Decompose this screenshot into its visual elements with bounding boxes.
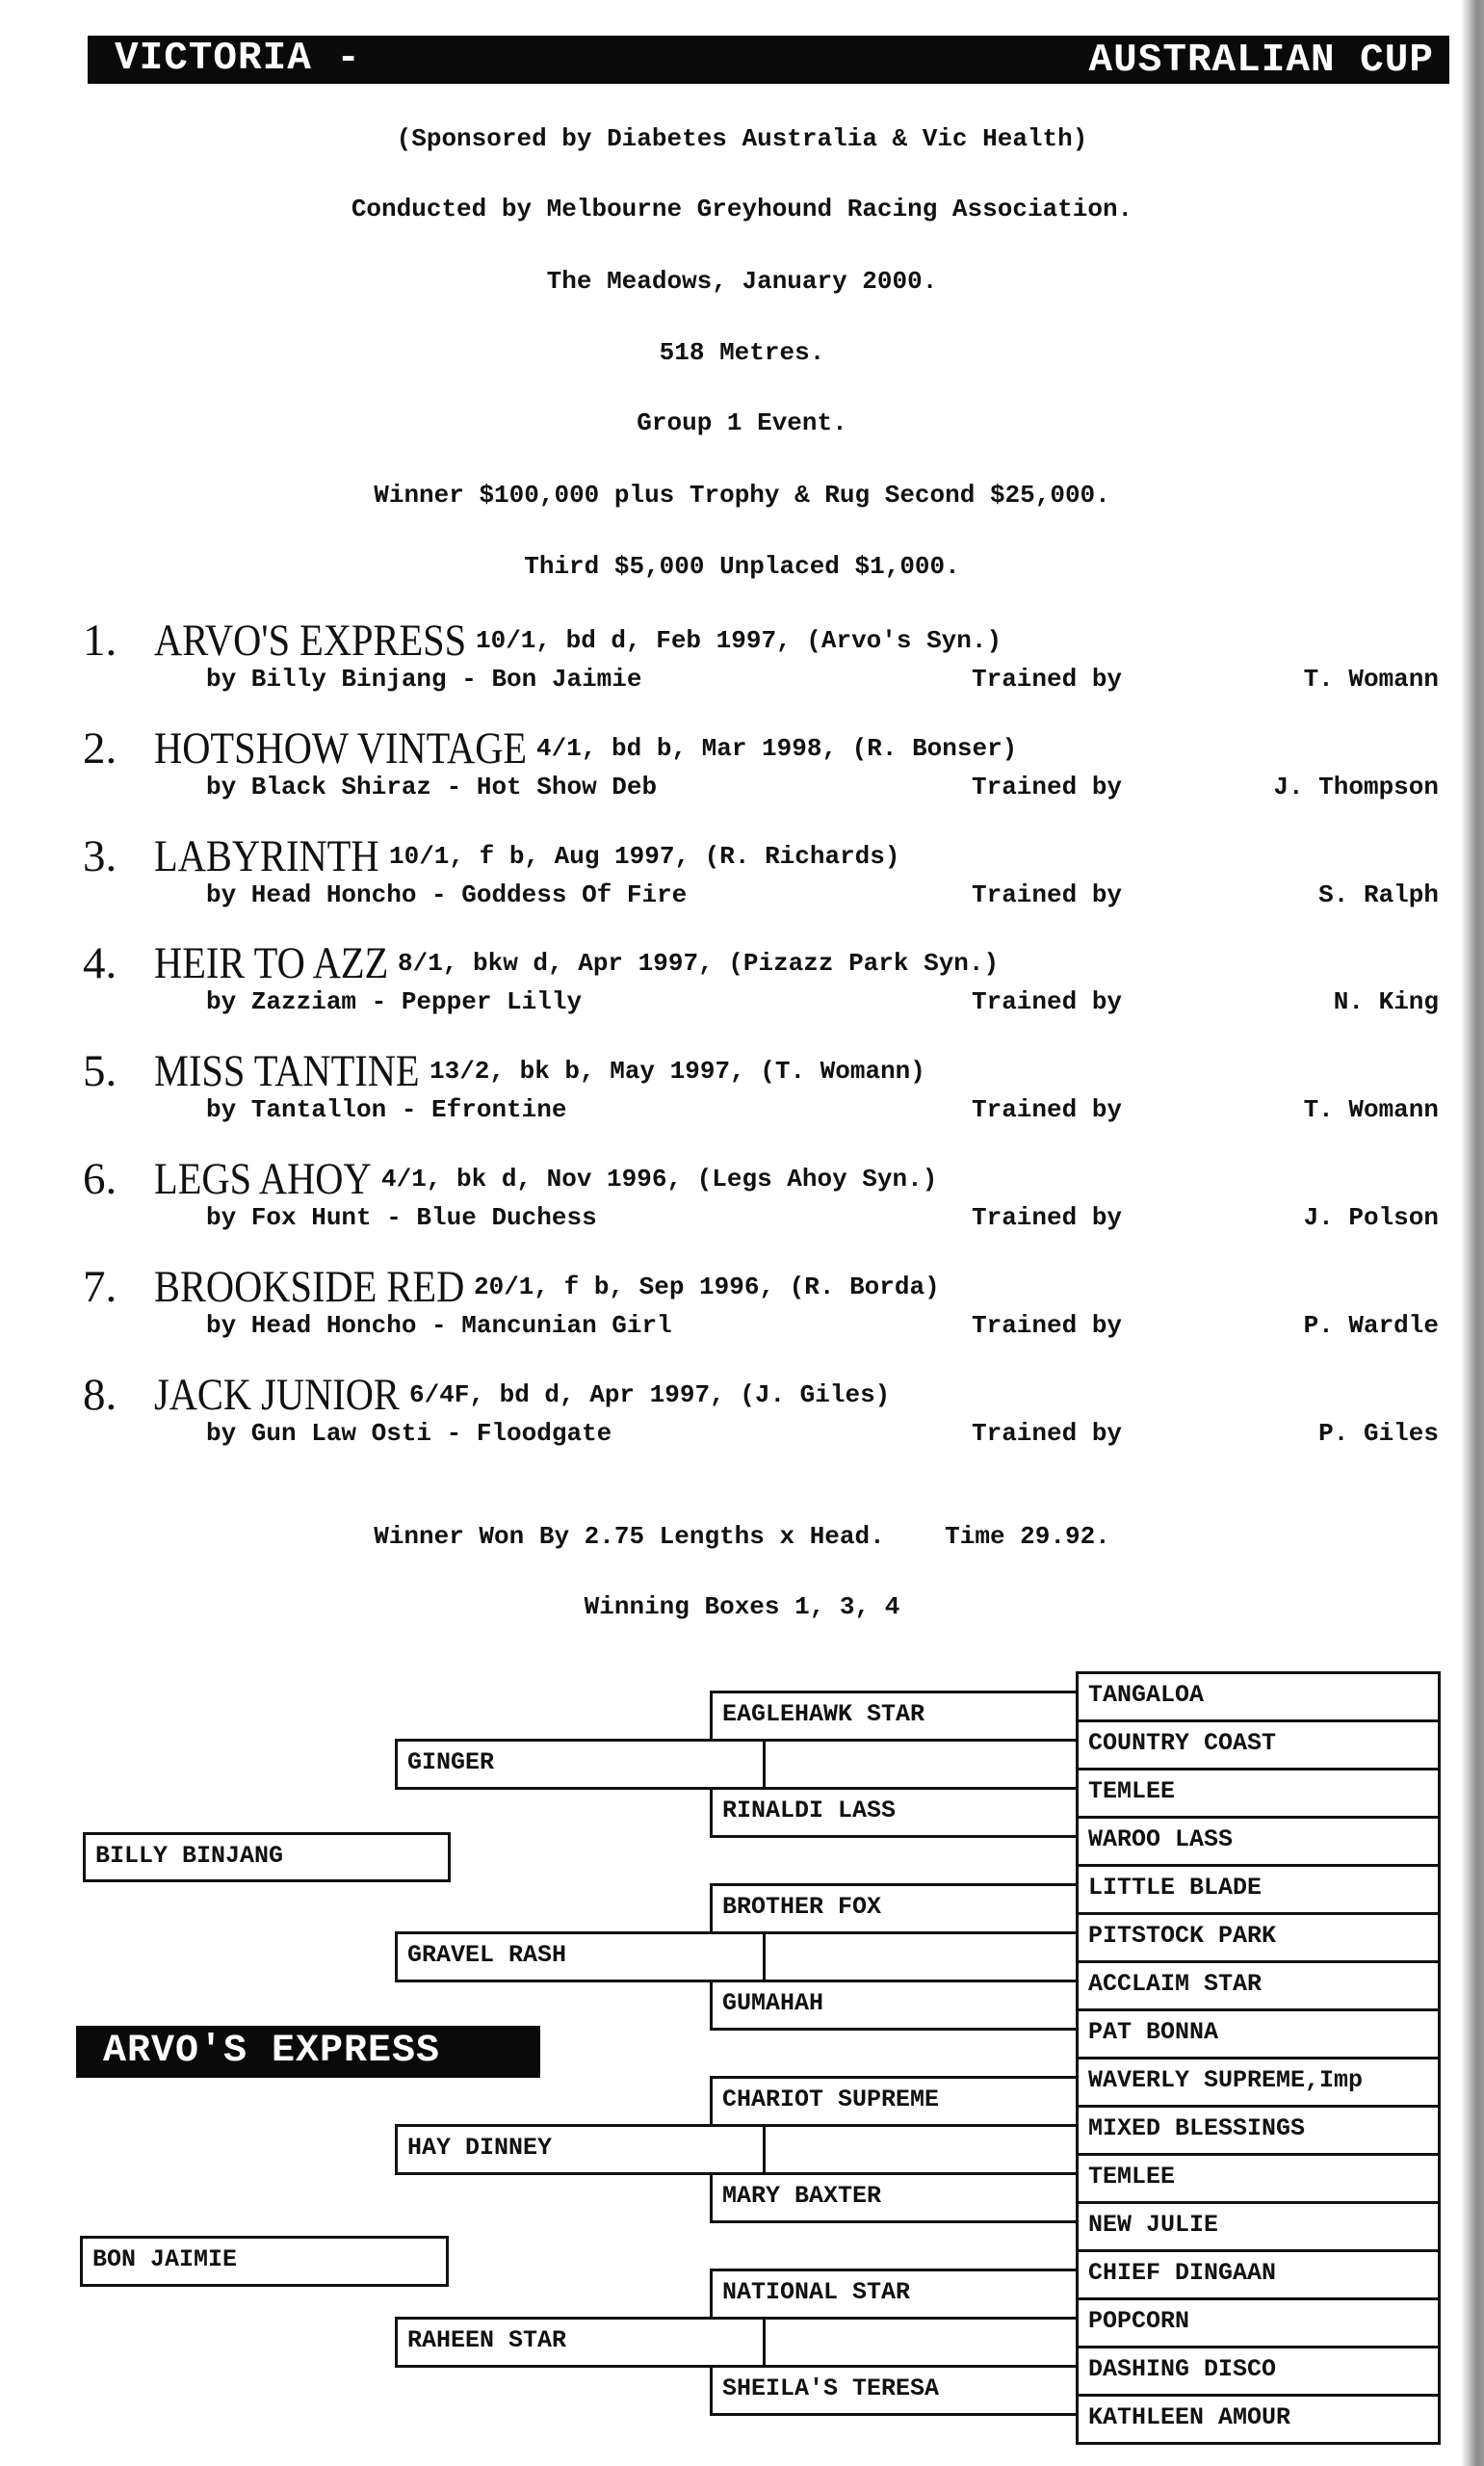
entry-details: 6/4F, bd d, Apr 1997, (J. Giles) xyxy=(409,1380,891,1409)
pedigree-great-great-grandparent: NEW JULIE xyxy=(1076,2201,1441,2252)
pedigree-great-great-grandparent: DASHING DISCO xyxy=(1076,2346,1441,2397)
entry-trained-label: Trained by xyxy=(972,773,1123,801)
pedigree-sire: BILLY BINJANG xyxy=(83,1832,451,1882)
entry-details: 8/1, bkw d, Apr 1997, (Pizazz Park Syn.) xyxy=(398,949,1000,978)
sponsor-line: (Sponsored by Diabetes Australia & Vic Health) xyxy=(396,124,1088,153)
entry-number: 4. xyxy=(83,938,117,988)
entry-horse-name: BROOKSIDE RED xyxy=(154,1262,465,1312)
entry-breeding: by Tantallon - Efrontine xyxy=(206,1095,567,1124)
pedigree-connector xyxy=(766,2124,1079,2127)
pedigree-grandparent: GINGER xyxy=(395,1739,766,1790)
entry-trained-label: Trained by xyxy=(972,1311,1123,1340)
pedigree-connector xyxy=(766,1931,1079,1934)
pedigree-great-grandparent: SHEILA'S TERESA xyxy=(710,2365,1079,2416)
entry-trained-label: Trained by xyxy=(972,1203,1123,1232)
pedigree-great-great-grandparent: POPCORN xyxy=(1076,2297,1441,2348)
pedigree-great-great-grandparent: PITSTOCK PARK xyxy=(1076,1912,1441,1963)
entry-details: 4/1, bk d, Nov 1996, (Legs Ahoy Syn.) xyxy=(381,1165,938,1194)
pedigree-great-great-grandparent: PAT BONNA xyxy=(1076,2008,1441,2059)
pedigree-great-great-grandparent: CHIEF DINGAAN xyxy=(1076,2249,1441,2300)
pedigree-connector xyxy=(766,2365,1079,2368)
entry-row xyxy=(0,724,1484,821)
pedigree-connector xyxy=(766,1739,1079,1742)
pedigree-connector xyxy=(766,1980,1079,1982)
entry-number: 7. xyxy=(83,1262,117,1312)
entry-row xyxy=(0,1047,1484,1143)
entry-trained-label: Trained by xyxy=(972,1419,1123,1448)
entry-horse-name: HOTSHOW VINTAGE xyxy=(154,723,528,774)
entry-breeding: by Zazziam - Pepper Lilly xyxy=(206,987,583,1016)
pedigree-grandparent: GRAVEL RASH xyxy=(395,1931,766,1982)
pedigree-connector xyxy=(766,1787,1079,1790)
pedigree-great-grandparent: MARY BAXTER xyxy=(710,2172,1079,2223)
entry-breeding: by Black Shiraz - Hot Show Deb xyxy=(206,773,658,801)
region-title: VICTORIA - xyxy=(115,37,362,81)
entry-horse-name: MISS TANTINE xyxy=(154,1046,420,1096)
pedigree-subject: ARVO'S EXPRESS xyxy=(76,2026,540,2078)
pedigree-great-great-grandparent: ACCLAIM STAR xyxy=(1076,1960,1441,2011)
winning-boxes-line: Winning Boxes 1, 3, 4 xyxy=(584,1592,900,1621)
entry-row xyxy=(0,616,1484,713)
entry-trainer: N. King xyxy=(1333,987,1439,1016)
pedigree-great-grandparent: RINALDI LASS xyxy=(710,1787,1079,1838)
pedigree-great-grandparent: CHARIOT SUPREME xyxy=(710,2076,1079,2127)
entry-horse-name: ARVO'S EXPRESS xyxy=(154,616,467,666)
pedigree-great-great-grandparent: WAVERLY SUPREME,Imp xyxy=(1076,2057,1441,2108)
entry-row xyxy=(0,1371,1484,1467)
pedigree-great-grandparent: EAGLEHAWK STAR xyxy=(710,1691,1079,1742)
conducted-line: Conducted by Melbourne Greyhound Racing Association. xyxy=(351,195,1133,223)
entry-number: 2. xyxy=(83,723,117,774)
winning-margin: Winner Won By 2.75 Lengths x Head. xyxy=(374,1522,885,1551)
entry-details: 13/2, bk b, May 1997, (T. Womann) xyxy=(430,1057,925,1086)
pedigree-great-great-grandparent: MIXED BLESSINGS xyxy=(1076,2105,1441,2156)
entry-trainer: P. Wardle xyxy=(1303,1311,1439,1340)
entry-row xyxy=(0,1155,1484,1251)
entry-trainer: S. Ralph xyxy=(1318,880,1439,909)
prize-line-2: Third $5,000 Unplaced $1,000. xyxy=(524,552,960,581)
entry-breeding: by Billy Binjang - Bon Jaimie xyxy=(206,665,642,694)
pedigree-great-great-grandparent: WAROO LASS xyxy=(1076,1816,1441,1867)
entry-trainer: T. Womann xyxy=(1303,665,1439,694)
pedigree-dam: BON JAIMIE xyxy=(80,2236,449,2287)
entry-trainer: T. Womann xyxy=(1303,1095,1439,1124)
pedigree-great-grandparent: NATIONAL STAR xyxy=(710,2269,1079,2320)
entry-details: 20/1, f b, Sep 1996, (R. Borda) xyxy=(474,1272,940,1301)
entry-trained-label: Trained by xyxy=(972,880,1123,909)
entry-trained-label: Trained by xyxy=(972,987,1123,1016)
pedigree-grandparent: HAY DINNEY xyxy=(395,2124,766,2175)
entry-number: 1. xyxy=(83,616,117,666)
race-time: Time 29.92. xyxy=(945,1522,1110,1551)
entry-horse-name: JACK JUNIOR xyxy=(154,1370,400,1420)
entry-horse-name: HEIR TO AZZ xyxy=(154,938,389,988)
entry-trainer: P. Giles xyxy=(1318,1419,1439,1448)
pedigree-great-great-grandparent: TEMLEE xyxy=(1076,1768,1441,1819)
pedigree-great-great-grandparent: COUNTRY COAST xyxy=(1076,1719,1441,1771)
entry-trained-label: Trained by xyxy=(972,665,1123,694)
entry-breeding: by Gun Law Osti - Floodgate xyxy=(206,1419,612,1448)
entry-details: 10/1, f b, Aug 1997, (R. Richards) xyxy=(389,842,900,871)
entry-details: 10/1, bd d, Feb 1997, (Arvo's Syn.) xyxy=(476,626,1002,655)
pedigree-connector xyxy=(766,2317,1079,2320)
entry-number: 8. xyxy=(83,1370,117,1420)
entry-horse-name: LEGS AHOY xyxy=(154,1154,372,1204)
entry-number: 5. xyxy=(83,1046,117,1096)
entry-trainer: J. Thompson xyxy=(1273,773,1439,801)
pedigree-grandparent: RAHEEN STAR xyxy=(395,2317,766,2368)
title-bar xyxy=(88,36,1449,84)
entry-breeding: by Fox Hunt - Blue Duchess xyxy=(206,1203,597,1232)
pedigree-great-great-grandparent: TEMLEE xyxy=(1076,2153,1441,2204)
entry-breeding: by Head Honcho - Mancunian Girl xyxy=(206,1311,672,1340)
pedigree-great-great-grandparent: KATHLEEN AMOUR xyxy=(1076,2394,1441,2445)
entry-breeding: by Head Honcho - Goddess Of Fire xyxy=(206,880,688,909)
entry-row xyxy=(0,939,1484,1036)
entry-number: 3. xyxy=(83,831,117,881)
entry-details: 4/1, bd b, Mar 1998, (R. Bonser) xyxy=(536,734,1018,763)
venue-date-line: The Meadows, January 2000. xyxy=(546,267,938,296)
entry-number: 6. xyxy=(83,1154,117,1204)
grade-line: Group 1 Event. xyxy=(637,408,847,437)
prize-line-1: Winner $100,000 plus Trophy & Rug Second $25,000. xyxy=(374,481,1110,510)
pedigree-great-great-grandparent: TANGALOA xyxy=(1076,1671,1441,1722)
entry-trainer: J. Polson xyxy=(1303,1203,1439,1232)
entry-trained-label: Trained by xyxy=(972,1095,1123,1124)
event-title: AUSTRALIAN CUP xyxy=(1088,39,1434,83)
entry-row xyxy=(0,1263,1484,1359)
pedigree-great-great-grandparent: LITTLE BLADE xyxy=(1076,1864,1441,1915)
entry-horse-name: LABYRINTH xyxy=(154,831,379,881)
pedigree-great-grandparent: BROTHER FOX xyxy=(710,1883,1079,1934)
pedigree-connector xyxy=(766,2172,1079,2175)
distance-line: 518 Metres. xyxy=(659,338,825,367)
result-line xyxy=(0,1522,1484,1551)
pedigree-great-grandparent: GUMAHAH xyxy=(710,1980,1079,2031)
entry-row xyxy=(0,832,1484,929)
